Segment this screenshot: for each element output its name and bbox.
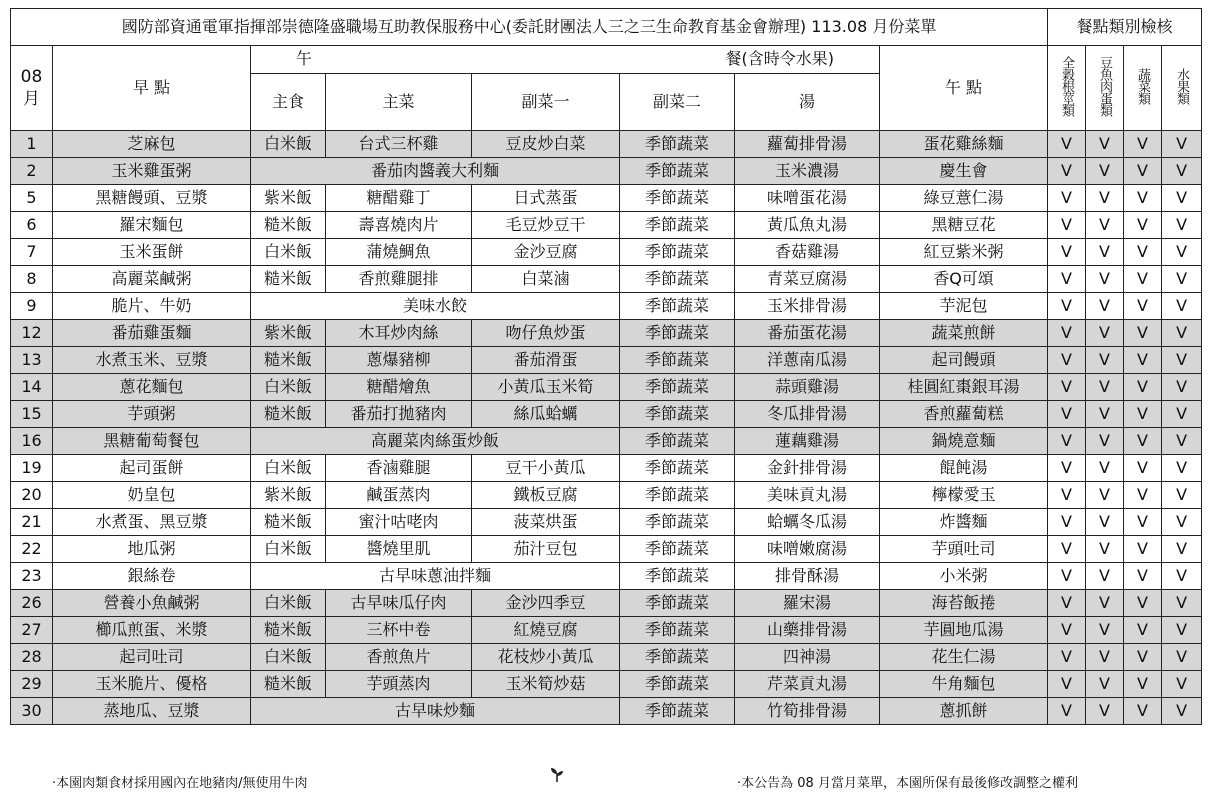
check-cell: V [1086, 617, 1124, 644]
staple-cell: 紫米飯 [251, 185, 326, 212]
breakfast-cell: 營養小魚鹹粥 [53, 590, 251, 617]
check-cell: V [1048, 671, 1086, 698]
check-cell: V [1124, 266, 1162, 293]
cat-fruit-header: 水果類 [1162, 46, 1202, 131]
snack-cell: 香Q可頌 [880, 266, 1048, 293]
check-cell: V [1048, 482, 1086, 509]
staple-cell: 糙米飯 [251, 617, 326, 644]
menu-row [11, 698, 1202, 725]
main-dish-cell: 香滷雞腿 [326, 455, 472, 482]
breakfast-cell: 玉米雞蛋粥 [53, 158, 251, 185]
side-dish-2-cell: 季節蔬菜 [620, 266, 735, 293]
staple-cell: 白米飯 [251, 455, 326, 482]
menu-table [10, 8, 1202, 725]
menu-row [11, 401, 1202, 428]
menu-row [11, 347, 1202, 374]
main-dish-cell: 木耳炒肉絲 [326, 320, 472, 347]
snack-cell: 檸檬愛玉 [880, 482, 1048, 509]
check-cell: V [1086, 131, 1124, 158]
side-dish-2-cell: 季節蔬菜 [620, 131, 735, 158]
check-cell: V [1086, 266, 1124, 293]
check-cell: V [1048, 644, 1086, 671]
main-dish-cell: 蜜汁咕咾肉 [326, 509, 472, 536]
snack-cell: 炸醬麵 [880, 509, 1048, 536]
side-dish-2-cell: 季節蔬菜 [620, 374, 735, 401]
month-header: 08 月 [11, 46, 53, 131]
check-cell: V [1162, 401, 1202, 428]
soup-cell: 蛤蠣冬瓜湯 [735, 509, 880, 536]
menu-row [11, 293, 1202, 320]
breakfast-cell: 芝麻包 [53, 131, 251, 158]
check-cell: V [1124, 698, 1162, 725]
check-cell: V [1162, 509, 1202, 536]
side-dish-2-cell: 季節蔬菜 [620, 509, 735, 536]
menu-row [11, 590, 1202, 617]
check-cell: V [1124, 131, 1162, 158]
day-cell: 22 [11, 536, 53, 563]
breakfast-cell: 地瓜粥 [53, 536, 251, 563]
snack-cell: 黑糖豆花 [880, 212, 1048, 239]
check-cell: V [1162, 131, 1202, 158]
breakfast-cell: 奶皇包 [53, 482, 251, 509]
check-cell: V [1124, 239, 1162, 266]
check-cell: V [1048, 428, 1086, 455]
side-dish-2-cell: 季節蔬菜 [620, 212, 735, 239]
check-cell: V [1124, 455, 1162, 482]
check-cell: V [1048, 455, 1086, 482]
main-dish-cell: 醬燒里肌 [326, 536, 472, 563]
staple-header: 主食 [251, 74, 326, 131]
menu-row [11, 671, 1202, 698]
day-cell: 20 [11, 482, 53, 509]
menu-row [11, 536, 1202, 563]
soup-cell: 洋蔥南瓜湯 [735, 347, 880, 374]
check-cell: V [1124, 293, 1162, 320]
soup-cell: 美味貢丸湯 [735, 482, 880, 509]
check-cell: V [1124, 482, 1162, 509]
snack-cell: 海苔飯捲 [880, 590, 1048, 617]
check-cell: V [1086, 590, 1124, 617]
breakfast-cell: 起司蛋餅 [53, 455, 251, 482]
menu-row [11, 428, 1202, 455]
soup-cell: 番茄蛋花湯 [735, 320, 880, 347]
main-dish-header: 主菜 [326, 74, 472, 131]
day-cell: 1 [11, 131, 53, 158]
check-cell: V [1048, 563, 1086, 590]
check-cell: V [1162, 239, 1202, 266]
check-cell: V [1124, 590, 1162, 617]
check-cell: V [1048, 185, 1086, 212]
menu-row [11, 374, 1202, 401]
check-cell: V [1048, 698, 1086, 725]
check-cell: V [1048, 617, 1086, 644]
day-cell: 14 [11, 374, 53, 401]
check-cell: V [1086, 536, 1124, 563]
main-dish-cell: 蒲燒鯛魚 [326, 239, 472, 266]
check-cell: V [1086, 212, 1124, 239]
side-dish-2-cell: 季節蔬菜 [620, 401, 735, 428]
check-cell: V [1086, 158, 1124, 185]
check-cell: V [1086, 239, 1124, 266]
side-dish-1-cell: 花枝炒小黃瓜 [472, 644, 620, 671]
side-dish-2-cell: 季節蔬菜 [620, 617, 735, 644]
side-dish-1-cell: 菠菜烘蛋 [472, 509, 620, 536]
staple-cell: 糙米飯 [251, 401, 326, 428]
breakfast-cell: 櫛瓜煎蛋、米漿 [53, 617, 251, 644]
staple-cell: 糙米飯 [251, 347, 326, 374]
side-dish-2-cell: 季節蔬菜 [620, 158, 735, 185]
side-dish-2-cell: 季節蔬菜 [620, 563, 735, 590]
menu-row [11, 320, 1202, 347]
staple-cell: 糙米飯 [251, 671, 326, 698]
side-dish-2-cell: 季節蔬菜 [620, 698, 735, 725]
snack-cell: 蔥抓餅 [880, 698, 1048, 725]
check-cell: V [1162, 563, 1202, 590]
footer-note-rights: ‧本公告為 08 月當月菜單，本園所保有最後修改調整之權利 [737, 776, 1078, 791]
breakfast-cell: 起司吐司 [53, 644, 251, 671]
day-cell: 26 [11, 590, 53, 617]
cat-protein-header: 豆魚肉蛋類 [1086, 46, 1124, 131]
soup-cell: 蓮藕雞湯 [735, 428, 880, 455]
breakfast-header: 早 點 [53, 46, 251, 131]
menu-row [11, 455, 1202, 482]
staple-cell: 糙米飯 [251, 266, 326, 293]
side-dish-2-cell: 季節蔬菜 [620, 455, 735, 482]
snack-cell: 餛飩湯 [880, 455, 1048, 482]
cat-vegetable-header: 蔬菜類 [1124, 46, 1162, 131]
soup-cell: 芹菜貢丸湯 [735, 671, 880, 698]
check-cell: V [1048, 536, 1086, 563]
check-cell: V [1086, 374, 1124, 401]
snack-cell: 芋泥包 [880, 293, 1048, 320]
day-cell: 7 [11, 239, 53, 266]
staple-cell: 紫米飯 [251, 482, 326, 509]
check-cell: V [1124, 617, 1162, 644]
day-cell: 28 [11, 644, 53, 671]
check-cell: V [1162, 671, 1202, 698]
day-cell: 13 [11, 347, 53, 374]
check-cell: V [1124, 158, 1162, 185]
side-dish-1-cell: 金沙豆腐 [472, 239, 620, 266]
check-cell: V [1162, 185, 1202, 212]
day-cell: 27 [11, 617, 53, 644]
staple-cell: 白米飯 [251, 590, 326, 617]
main-dish-cell: 古早味瓜仔肉 [326, 590, 472, 617]
menu-row [11, 212, 1202, 239]
breakfast-cell: 水煮玉米、豆漿 [53, 347, 251, 374]
soup-cell: 山藥排骨湯 [735, 617, 880, 644]
staple-cell: 白米飯 [251, 644, 326, 671]
staple-cell: 白米飯 [251, 131, 326, 158]
check-cell: V [1086, 293, 1124, 320]
check-cell: V [1048, 374, 1086, 401]
main-dish-cell: 糖醋燴魚 [326, 374, 472, 401]
staple-cell: 白米飯 [251, 536, 326, 563]
main-dish-cell: 壽喜燒肉片 [326, 212, 472, 239]
side-dish-1-cell: 毛豆炒豆干 [472, 212, 620, 239]
check-cell: V [1086, 428, 1124, 455]
day-cell: 19 [11, 455, 53, 482]
main-dish-cell: 芋頭蒸肉 [326, 671, 472, 698]
check-cell: V [1048, 320, 1086, 347]
lunch-header-left [251, 46, 880, 74]
snack-cell: 花生仁湯 [880, 644, 1048, 671]
side-dish-1-cell: 日式蒸蛋 [472, 185, 620, 212]
snack-cell: 慶生會 [880, 158, 1048, 185]
check-cell: V [1162, 428, 1202, 455]
breakfast-cell: 高麗菜鹹粥 [53, 266, 251, 293]
check-cell: V [1048, 401, 1086, 428]
menu-row [11, 266, 1202, 293]
soup-cell: 冬瓜排骨湯 [735, 401, 880, 428]
side-dish-1-cell: 小黃瓜玉米筍 [472, 374, 620, 401]
day-cell: 5 [11, 185, 53, 212]
staple-cell: 白米飯 [251, 374, 326, 401]
soup-cell: 四神湯 [735, 644, 880, 671]
side-dish-2-cell: 季節蔬菜 [620, 428, 735, 455]
check-cell: V [1124, 401, 1162, 428]
check-cell: V [1162, 482, 1202, 509]
check-cell: V [1124, 320, 1162, 347]
combined-lunch-cell: 古早味蔥油拌麵 [251, 563, 620, 590]
breakfast-cell: 脆片、牛奶 [53, 293, 251, 320]
check-cell: V [1048, 347, 1086, 374]
menu-row [11, 131, 1202, 158]
menu-row [11, 644, 1202, 671]
soup-cell: 香菇雞湯 [735, 239, 880, 266]
side-dish-1-header: 副菜一 [472, 74, 620, 131]
check-cell: V [1086, 563, 1124, 590]
check-cell: V [1086, 455, 1124, 482]
check-cell: V [1048, 239, 1086, 266]
check-cell: V [1162, 455, 1202, 482]
check-cell: V [1162, 212, 1202, 239]
check-cell: V [1086, 401, 1124, 428]
check-cell: V [1162, 158, 1202, 185]
snack-cell: 桂圓紅棗銀耳湯 [880, 374, 1048, 401]
breakfast-cell: 水煮蛋、黑豆漿 [53, 509, 251, 536]
footer-note-meat: ‧本園肉類食材採用國內在地豬肉/無使用牛肉 [52, 776, 308, 791]
soup-cell: 味噌嫩腐湯 [735, 536, 880, 563]
check-cell: V [1162, 617, 1202, 644]
sprout-icon [548, 765, 566, 783]
day-cell: 29 [11, 671, 53, 698]
soup-cell: 玉米排骨湯 [735, 293, 880, 320]
side-dish-2-cell: 季節蔬菜 [620, 590, 735, 617]
day-cell: 2 [11, 158, 53, 185]
side-dish-1-cell: 番茄滑蛋 [472, 347, 620, 374]
day-cell: 30 [11, 698, 53, 725]
check-cell: V [1124, 671, 1162, 698]
soup-cell: 金針排骨湯 [735, 455, 880, 482]
snack-cell: 起司饅頭 [880, 347, 1048, 374]
side-dish-1-cell: 茄汁豆包 [472, 536, 620, 563]
soup-cell: 玉米濃湯 [735, 158, 880, 185]
side-dish-2-cell: 季節蔬菜 [620, 293, 735, 320]
side-dish-2-cell: 季節蔬菜 [620, 320, 735, 347]
check-cell: V [1124, 563, 1162, 590]
snack-cell: 綠豆薏仁湯 [880, 185, 1048, 212]
check-cell: V [1162, 320, 1202, 347]
snack-cell: 鍋燒意麵 [880, 428, 1048, 455]
side-dish-1-cell: 紅燒豆腐 [472, 617, 620, 644]
check-cell: V [1086, 185, 1124, 212]
staple-cell: 白米飯 [251, 239, 326, 266]
lunch-header-left-text: 午 [296, 49, 313, 68]
staple-cell: 糙米飯 [251, 212, 326, 239]
check-cell: V [1048, 266, 1086, 293]
main-dish-cell: 三杯中卷 [326, 617, 472, 644]
day-cell: 16 [11, 428, 53, 455]
check-cell: V [1124, 536, 1162, 563]
side-dish-1-cell: 玉米筍炒菇 [472, 671, 620, 698]
check-cell: V [1124, 347, 1162, 374]
check-cell: V [1086, 320, 1124, 347]
check-cell: V [1048, 509, 1086, 536]
breakfast-cell: 蔥花麵包 [53, 374, 251, 401]
snack-cell: 小米粥 [880, 563, 1048, 590]
check-cell: V [1162, 347, 1202, 374]
side-dish-2-cell: 季節蔬菜 [620, 482, 735, 509]
main-dish-cell: 台式三杯雞 [326, 131, 472, 158]
breakfast-cell: 蒸地瓜、豆漿 [53, 698, 251, 725]
check-cell: V [1162, 698, 1202, 725]
side-dish-1-cell: 金沙四季豆 [472, 590, 620, 617]
check-cell: V [1086, 509, 1124, 536]
menu-row [11, 185, 1202, 212]
cat-grain-header: 全穀根莖類 [1048, 46, 1086, 131]
breakfast-cell: 芋頭粥 [53, 401, 251, 428]
side-dish-2-cell: 季節蔬菜 [620, 347, 735, 374]
check-cell: V [1086, 644, 1124, 671]
day-cell: 21 [11, 509, 53, 536]
check-cell: V [1162, 644, 1202, 671]
snack-cell: 芋頭吐司 [880, 536, 1048, 563]
side-dish-2-cell: 季節蔬菜 [620, 536, 735, 563]
side-dish-2-cell: 季節蔬菜 [620, 644, 735, 671]
soup-cell: 黃瓜魚丸湯 [735, 212, 880, 239]
side-dish-1-cell: 豆皮炒白菜 [472, 131, 620, 158]
menu-title: 國防部資通電軍指揮部崇德隆盛職場互助教保服務中心(委託財團法人三之三生命教育基金會辦理) 113.08 月份菜單 [11, 9, 1048, 46]
soup-header: 湯 [735, 74, 880, 131]
main-dish-cell: 香煎魚片 [326, 644, 472, 671]
check-cell: V [1086, 671, 1124, 698]
staple-cell: 紫米飯 [251, 320, 326, 347]
breakfast-cell: 玉米脆片、優格 [53, 671, 251, 698]
combined-lunch-cell: 美味水餃 [251, 293, 620, 320]
snack-cell: 香煎蘿蔔糕 [880, 401, 1048, 428]
day-cell: 23 [11, 563, 53, 590]
snack-cell: 芋圓地瓜湯 [880, 617, 1048, 644]
check-cell: V [1162, 293, 1202, 320]
check-cell: V [1124, 212, 1162, 239]
snack-header: 午 點 [880, 46, 1048, 131]
check-cell: V [1124, 644, 1162, 671]
check-cell: V [1048, 590, 1086, 617]
soup-cell: 竹筍排骨湯 [735, 698, 880, 725]
side-dish-2-cell: 季節蔬菜 [620, 671, 735, 698]
soup-cell: 味噌蛋花湯 [735, 185, 880, 212]
day-cell: 12 [11, 320, 53, 347]
check-cell: V [1048, 131, 1086, 158]
day-cell: 6 [11, 212, 53, 239]
side-dish-1-cell: 豆干小黃瓜 [472, 455, 620, 482]
main-dish-cell: 蔥爆豬柳 [326, 347, 472, 374]
menu-row [11, 563, 1202, 590]
main-dish-cell: 糖醋雞丁 [326, 185, 472, 212]
check-cell: V [1086, 698, 1124, 725]
day-cell: 8 [11, 266, 53, 293]
check-cell: V [1048, 293, 1086, 320]
side-dish-1-cell: 鐵板豆腐 [472, 482, 620, 509]
check-cell: V [1124, 509, 1162, 536]
menu-row [11, 482, 1202, 509]
snack-cell: 牛角麵包 [880, 671, 1048, 698]
side-dish-2-cell: 季節蔬菜 [620, 239, 735, 266]
side-dish-2-cell: 季節蔬菜 [620, 185, 735, 212]
day-cell: 15 [11, 401, 53, 428]
side-dish-1-cell: 吻仔魚炒蛋 [472, 320, 620, 347]
check-cell: V [1086, 482, 1124, 509]
main-dish-cell: 香煎雞腿排 [326, 266, 472, 293]
lunch-header-right-text: 餐(含時令水果) [725, 49, 834, 68]
check-cell: V [1162, 266, 1202, 293]
snack-cell: 紅豆紫米粥 [880, 239, 1048, 266]
breakfast-cell: 番茄雞蛋麵 [53, 320, 251, 347]
combined-lunch-cell: 高麗菜肉絲蛋炒飯 [251, 428, 620, 455]
soup-cell: 蘿蔔排骨湯 [735, 131, 880, 158]
day-cell: 9 [11, 293, 53, 320]
check-cell: V [1124, 428, 1162, 455]
breakfast-cell: 玉米蛋餅 [53, 239, 251, 266]
side-dish-1-cell: 絲瓜蛤蠣 [472, 401, 620, 428]
soup-cell: 蒜頭雞湯 [735, 374, 880, 401]
snack-cell: 蔬菜煎餅 [880, 320, 1048, 347]
check-cell: V [1048, 212, 1086, 239]
menu-row [11, 158, 1202, 185]
check-cell: V [1086, 347, 1124, 374]
breakfast-cell: 羅宋麵包 [53, 212, 251, 239]
side-dish-1-cell: 白菜滷 [472, 266, 620, 293]
breakfast-cell: 銀絲卷 [53, 563, 251, 590]
menu-row [11, 239, 1202, 266]
soup-cell: 羅宋湯 [735, 590, 880, 617]
check-cell: V [1162, 374, 1202, 401]
check-cell: V [1124, 374, 1162, 401]
staple-cell: 糙米飯 [251, 509, 326, 536]
category-check-title: 餐點類別檢核 [1048, 9, 1202, 46]
combined-lunch-cell: 番茄肉醬義大利麵 [251, 158, 620, 185]
check-cell: V [1048, 158, 1086, 185]
check-cell: V [1162, 590, 1202, 617]
menu-row [11, 617, 1202, 644]
soup-cell: 排骨酥湯 [735, 563, 880, 590]
breakfast-cell: 黑糖葡萄餐包 [53, 428, 251, 455]
combined-lunch-cell: 古早味炒麵 [251, 698, 620, 725]
breakfast-cell: 黑糖饅頭、豆漿 [53, 185, 251, 212]
main-dish-cell: 鹹蛋蒸肉 [326, 482, 472, 509]
snack-cell: 蛋花雞絲麵 [880, 131, 1048, 158]
check-cell: V [1162, 536, 1202, 563]
check-cell: V [1124, 185, 1162, 212]
menu-row [11, 509, 1202, 536]
side-dish-2-header: 副菜二 [620, 74, 735, 131]
main-dish-cell: 番茄打拋豬肉 [326, 401, 472, 428]
soup-cell: 青菜豆腐湯 [735, 266, 880, 293]
